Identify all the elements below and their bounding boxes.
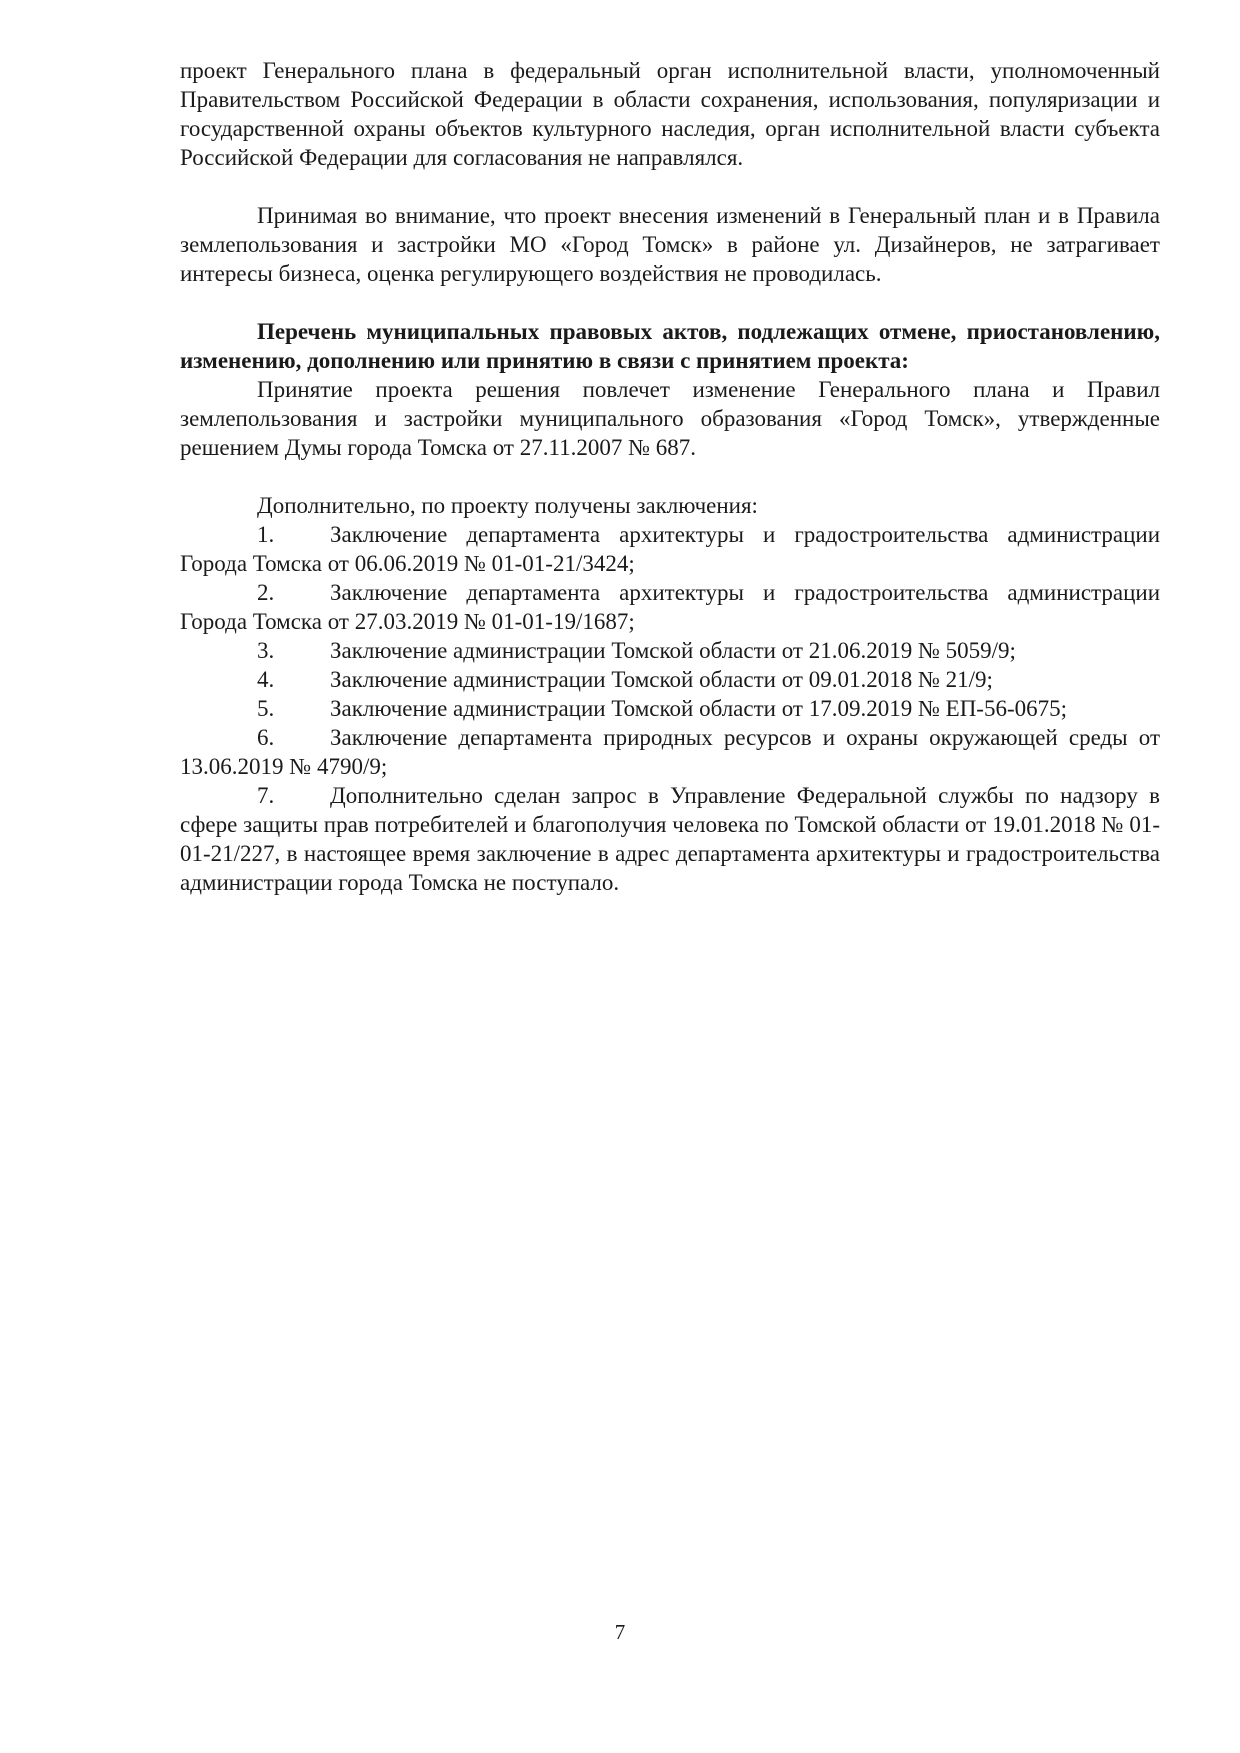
list-item-number: 5.: [257, 696, 275, 721]
list-item: [180, 781, 1160, 897]
paragraph-business-impact: Принимая во внимание, что проект внесения изменений в Генеральный план и в Правила землепользования и застройки МО «Город Томск» в районе ул. Дизайнеров, не затрагивает интересы бизнеса, оценка регулирующего воздействия не проводилась.: [180, 203, 1160, 286]
list-item-text: Заключение администрации Томской области от 09.01.2018 № 21/9;: [330, 667, 993, 692]
list-item: [180, 694, 1160, 723]
list-item: [180, 636, 1160, 665]
list-item-number: 6.: [257, 725, 275, 750]
list-item-number: 3.: [257, 638, 275, 663]
paragraph-decision-effect: Принятие проекта решения повлечет изменение Генерального плана и Правил землепользования и застройки муниципального образования «Город Томск», утвержденные решением Думы города Томска от 27.11.2007 № 687.: [180, 377, 1160, 460]
list-item: [180, 665, 1160, 694]
list-item-text: Заключение департамента архитектуры и градостроительства администрации Города Томска от 06.06.2019 № 01-01-21/3424;: [180, 522, 1160, 576]
list-item-number: 7.: [257, 783, 275, 808]
conclusions-intro: Дополнительно, по проекту получены заключения:: [257, 493, 758, 518]
list-item-text: Заключение департамента природных ресурсов и охраны окружающей среды от 13.06.2019 № 4790/9;: [180, 725, 1160, 779]
list-item-text: Заключение администрации Томской области от 17.09.2019 № ЕП-56-0675;: [330, 696, 1068, 721]
conclusions-list: [180, 520, 1160, 897]
list-item-text: Дополнительно сделан запрос в Управление Федеральной службы по надзору в сфере защиты прав потребителей и благополучия человека по Томской области от 19.01.2018 № 01-01-21/227, в настоящее время заключение в адрес департамента архитектуры и градостроительства администрации города Томска не поступало.: [180, 783, 1160, 895]
section-heading-acts-list: Перечень муниципальных правовых актов, подлежащих отмене, приостановлению, изменению, дополнению или принятию в связи с принятием проекта:: [180, 319, 1160, 373]
document-body: [180, 56, 1160, 897]
list-item-text: Заключение департамента архитектуры и градостроительства администрации Города Томска от 27.03.2019 № 01-01-19/1687;: [180, 580, 1160, 634]
list-item-number: 4.: [257, 667, 275, 692]
paragraph-continuation: проект Генерального плана в федеральный орган исполнительной власти, уполномоченный Правительством Российской Федерации в области сохранения, использования, популяризации и государственной охраны объектов культурного наследия, орган исполнительной власти субъекта Российской Федерации для согласования не направлялся.: [180, 58, 1160, 170]
list-item-number: 2.: [257, 580, 275, 605]
list-item: [180, 578, 1160, 636]
list-item: [180, 520, 1160, 578]
page-number: 7: [614, 1620, 626, 1644]
list-item-number: 1.: [257, 522, 275, 547]
list-item-text: Заключение администрации Томской области от 21.06.2019 № 5059/9;: [330, 638, 1016, 663]
list-item: [180, 723, 1160, 781]
